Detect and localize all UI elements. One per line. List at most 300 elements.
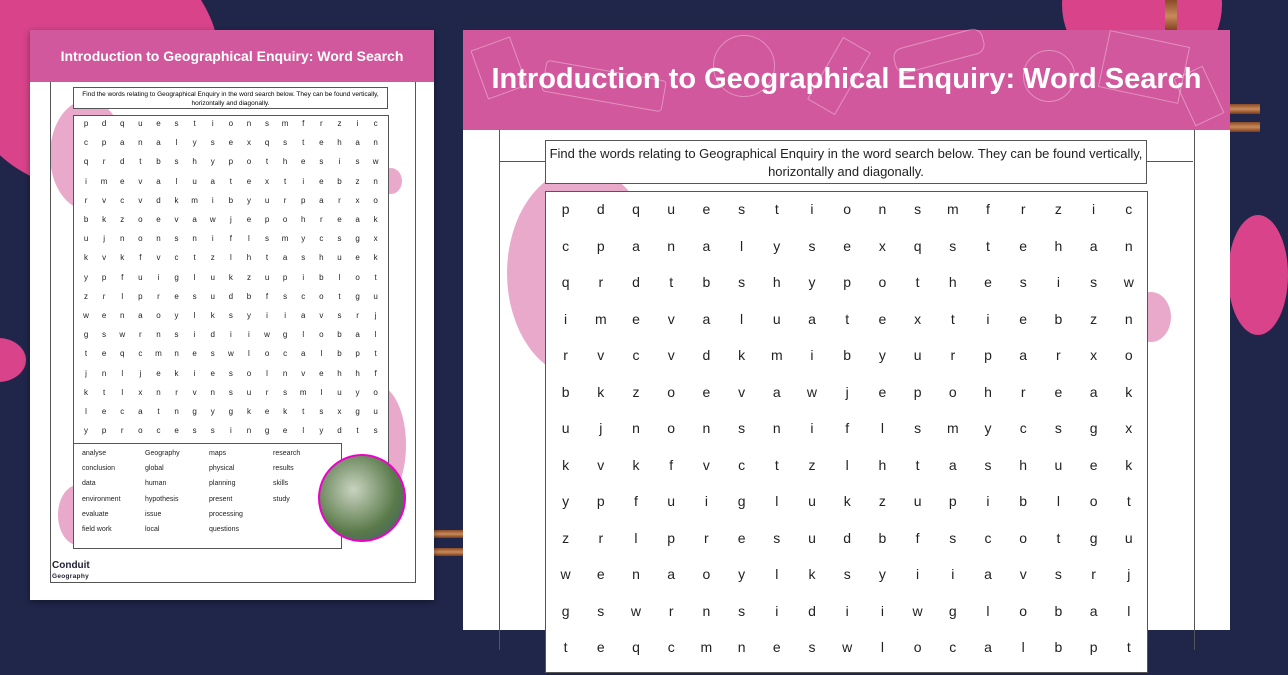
- grid-letter: p: [913, 383, 922, 400]
- grid-letter: t: [302, 138, 305, 148]
- grid-letter: g: [737, 493, 746, 509]
- grid-letter: p: [101, 138, 107, 148]
- grid-letter: l: [175, 138, 178, 148]
- grid-letter: n: [373, 138, 378, 148]
- grid-letter: e: [984, 274, 992, 290]
- grid-letter: v: [597, 347, 605, 363]
- grid-letter: o: [913, 639, 922, 655]
- grid-letter: p: [596, 237, 605, 254]
- grid-letter: k: [84, 253, 89, 263]
- grid-letter: w: [209, 215, 216, 224]
- grid-letter: m: [770, 347, 783, 363]
- grid-letter: k: [228, 272, 233, 282]
- grid-letter: t: [338, 291, 341, 301]
- main-title: Introduction to Geographical Enquiry: Word Search: [491, 63, 1202, 95]
- grid-letter: b: [337, 330, 342, 340]
- grid-letter: t: [563, 639, 568, 655]
- grid-letter: h: [772, 274, 781, 290]
- grid-letter: x: [373, 234, 378, 244]
- grid-letter: j: [139, 368, 142, 378]
- grid-letter: m: [155, 349, 162, 359]
- grid-letter: r: [175, 387, 178, 397]
- grid-letter: d: [337, 426, 342, 436]
- grid-row: [546, 639, 1147, 675]
- grid-letter: e: [101, 311, 107, 320]
- brand-subject: Geography: [52, 573, 90, 580]
- grid-letter: l: [193, 272, 196, 282]
- grid-letter: l: [740, 237, 744, 254]
- word-list-item: questions: [209, 526, 239, 533]
- grid-letter: h: [948, 274, 957, 290]
- grid-letter: s: [1054, 566, 1062, 582]
- grid-letter: h: [1054, 237, 1063, 254]
- grid-letter: l: [338, 272, 341, 282]
- grid-letter: t: [265, 157, 269, 167]
- grid-letter: b: [337, 349, 342, 359]
- grid-letter: o: [1089, 493, 1098, 509]
- grid-letter: u: [192, 176, 197, 186]
- grid-letter: r: [356, 311, 359, 320]
- grid-letter: w: [560, 566, 571, 582]
- grid-letter: f: [265, 291, 269, 301]
- grid-letter: e: [282, 426, 288, 436]
- grid-letter: h: [319, 253, 324, 263]
- grid-letter: e: [246, 215, 252, 224]
- grid-letter: g: [228, 407, 234, 416]
- word-list-item: global: [145, 465, 164, 473]
- grid-letter: g: [192, 407, 197, 416]
- grid-letter: c: [301, 291, 306, 301]
- grid-letter: k: [597, 383, 605, 400]
- grid-letter: t: [374, 272, 377, 282]
- grid-letter: s: [174, 234, 179, 244]
- grid-letter: r: [265, 387, 269, 397]
- grid-row: [74, 292, 388, 310]
- grid-letter: y: [174, 311, 179, 320]
- grid-letter: e: [1019, 237, 1028, 254]
- grid-letter: x: [246, 138, 251, 148]
- grid-letter: s: [174, 157, 179, 167]
- grid-letter: c: [738, 456, 746, 473]
- grid-letter: b: [843, 347, 852, 363]
- grid-letter: f: [302, 119, 305, 128]
- grid-letter: g: [561, 602, 570, 619]
- grid-letter: e: [702, 383, 711, 400]
- grid-letter: v: [301, 368, 306, 378]
- word-list-item: evaluate: [82, 510, 109, 518]
- grid-letter: l: [121, 387, 124, 397]
- grid-letter: n: [120, 234, 125, 244]
- grid-letter: u: [210, 291, 215, 301]
- grid-letter: m: [191, 195, 198, 205]
- grid-letter: q: [632, 201, 640, 217]
- grid-row: [74, 234, 388, 252]
- grid-letter: y: [878, 347, 886, 363]
- grid-letter: o: [1019, 602, 1028, 619]
- grid-letter: y: [319, 426, 324, 436]
- grid-row: [74, 273, 388, 291]
- grid-letter: j: [845, 383, 849, 400]
- grid-letter: i: [810, 420, 814, 436]
- grid-letter: h: [1019, 456, 1028, 473]
- grid-letter: r: [320, 215, 323, 224]
- grid-letter: n: [138, 138, 143, 148]
- grid-letter: v: [192, 387, 197, 397]
- grid-letter: q: [120, 119, 125, 128]
- grid-letter: p: [561, 201, 570, 217]
- grid-letter: e: [319, 176, 324, 186]
- grid-letter: a: [355, 215, 360, 224]
- word-list-item: processing: [209, 510, 243, 518]
- grid-letter: o: [667, 383, 676, 400]
- grid-letter: c: [1019, 420, 1027, 436]
- grid-letter: e: [878, 310, 887, 327]
- grid-row: [546, 420, 1147, 456]
- grid-letter: i: [356, 119, 359, 128]
- grid-letter: p: [667, 529, 676, 546]
- grid-letter: a: [319, 195, 324, 205]
- grid-letter: k: [84, 387, 89, 397]
- grid-letter: x: [1125, 420, 1133, 436]
- grid-letter: k: [373, 253, 378, 263]
- thumb-letter-grid: [73, 115, 389, 474]
- grid-letter: y: [773, 237, 781, 254]
- grid-letter: j: [85, 368, 87, 378]
- grid-letter: p: [83, 119, 89, 128]
- grid-letter: e: [120, 176, 125, 186]
- grid-letter: r: [120, 426, 124, 436]
- grid-letter: e: [319, 368, 324, 378]
- grid-letter: q: [264, 138, 270, 148]
- grid-letter: y: [808, 274, 816, 290]
- grid-letter: g: [1089, 420, 1098, 436]
- grid-letter: n: [246, 119, 252, 128]
- grid-letter: o: [702, 566, 711, 582]
- grid-letter: p: [228, 157, 234, 167]
- grid-letter: t: [915, 456, 920, 473]
- grid-letter: c: [174, 253, 179, 263]
- grid-letter: z: [562, 529, 570, 546]
- grid-row: [546, 603, 1147, 639]
- grid-letter: f: [139, 253, 142, 263]
- grid-letter: d: [632, 274, 640, 290]
- rod-middle: [434, 530, 464, 538]
- grid-letter: d: [228, 291, 234, 301]
- word-list-item: hypothesis: [145, 495, 179, 503]
- grid-letter: l: [121, 368, 124, 378]
- grid-letter: u: [138, 119, 143, 128]
- grid-letter: e: [174, 291, 179, 301]
- grid-letter: r: [1020, 383, 1026, 400]
- rod-middle-2: [434, 548, 464, 556]
- grid-letter: s: [337, 234, 342, 244]
- rod-right-top: [1165, 0, 1177, 32]
- grid-letter: d: [101, 119, 107, 128]
- grid-letter: m: [946, 420, 959, 436]
- grid-letter: t: [986, 237, 990, 254]
- grid-letter: o: [373, 387, 378, 397]
- grid-letter: i: [951, 566, 955, 582]
- grid-row: [546, 238, 1147, 274]
- grid-letter: o: [228, 119, 234, 128]
- grid-letter: q: [632, 639, 640, 655]
- grid-letter: w: [1123, 274, 1134, 290]
- grid-letter: i: [193, 330, 196, 340]
- grid-letter: r: [157, 291, 160, 301]
- grid-letter: n: [632, 566, 640, 582]
- grid-letter: q: [120, 349, 125, 359]
- grid-letter: e: [174, 426, 179, 436]
- grid-letter: a: [808, 310, 816, 327]
- grid-letter: s: [914, 201, 922, 217]
- grid-letter: t: [950, 310, 955, 327]
- grid-letter: i: [157, 272, 160, 282]
- grid-letter: a: [156, 176, 161, 186]
- grid-letter: n: [156, 387, 161, 397]
- grid-letter: v: [138, 176, 143, 186]
- grid-letter: u: [913, 347, 922, 363]
- grid-letter: c: [949, 639, 957, 655]
- grid-letter: l: [634, 529, 638, 546]
- grid-letter: s: [210, 138, 215, 148]
- grid-letter: r: [84, 195, 88, 205]
- grid-letter: g: [83, 330, 89, 340]
- grid-letter: y: [192, 138, 197, 148]
- grid-letter: s: [228, 311, 233, 320]
- grid-letter: o: [355, 272, 360, 282]
- grid-letter: b: [156, 157, 161, 167]
- grid-letter: u: [1124, 529, 1133, 546]
- grid-letter: x: [355, 195, 360, 205]
- grid-letter: a: [282, 253, 288, 263]
- grid-letter: n: [667, 237, 676, 254]
- grid-letter: r: [338, 195, 341, 205]
- grid-letter: v: [1019, 566, 1027, 582]
- grid-letter: q: [913, 237, 922, 254]
- grid-row: [74, 369, 388, 387]
- grid-letter: f: [634, 493, 638, 509]
- grid-letter: r: [102, 157, 106, 167]
- grid-letter: i: [986, 493, 990, 509]
- rod-right-2: [1228, 122, 1260, 132]
- grid-letter: p: [355, 349, 360, 359]
- grid-letter: d: [156, 195, 161, 205]
- grid-letter: s: [738, 274, 746, 290]
- grid-letter: c: [120, 407, 125, 416]
- grid-row: [546, 274, 1147, 310]
- grid-letter: i: [248, 330, 250, 340]
- grid-letter: a: [156, 138, 161, 148]
- grid-letter: m: [946, 201, 959, 217]
- grid-letter: a: [1089, 237, 1098, 254]
- grid-letter: e: [878, 383, 887, 400]
- main-letter-grid: [545, 191, 1148, 673]
- grid-letter: a: [120, 138, 125, 148]
- grid-letter: m: [281, 234, 289, 244]
- grid-letter: o: [667, 420, 676, 436]
- grid-letter: b: [878, 529, 887, 546]
- grid-letter: s: [738, 420, 746, 436]
- grid-letter: b: [83, 215, 89, 224]
- grid-letter: e: [319, 138, 324, 148]
- grid-letter: k: [808, 566, 816, 582]
- grid-letter: y: [84, 426, 89, 436]
- grid-letter: k: [738, 347, 746, 363]
- grid-letter: p: [101, 272, 107, 282]
- grid-letter: l: [374, 330, 377, 340]
- word-list-item: results: [273, 465, 294, 473]
- grid-letter: d: [702, 347, 711, 363]
- grid-letter: d: [210, 330, 215, 340]
- grid-letter: y: [984, 420, 992, 436]
- grid-letter: j: [103, 234, 106, 244]
- word-list-item: maps: [209, 450, 227, 457]
- grid-row: [546, 201, 1147, 237]
- grid-letter: l: [740, 310, 744, 327]
- grid-row: [74, 311, 388, 329]
- grid-letter: n: [174, 407, 179, 416]
- grid-letter: q: [83, 157, 89, 167]
- grid-letter: r: [668, 602, 674, 619]
- grid-letter: i: [338, 157, 341, 167]
- grid-letter: n: [373, 176, 378, 186]
- grid-letter: y: [210, 157, 215, 167]
- grid-letter: u: [337, 253, 342, 263]
- grid-letter: a: [984, 639, 992, 655]
- grid-letter: k: [373, 215, 378, 224]
- grid-letter: c: [667, 639, 675, 655]
- grid-letter: v: [319, 311, 324, 320]
- grid-letter: x: [265, 176, 270, 186]
- grid-letter: b: [246, 291, 252, 301]
- grid-letter: i: [916, 566, 920, 582]
- grid-letter: u: [561, 420, 570, 436]
- grid-letter: e: [156, 215, 161, 224]
- grid-letter: z: [1090, 310, 1098, 327]
- main-frame-top-left: [499, 161, 545, 162]
- grid-letter: i: [266, 311, 268, 320]
- grid-letter: w: [83, 311, 89, 320]
- grid-letter: y: [84, 272, 89, 282]
- grid-letter: a: [1089, 383, 1098, 400]
- word-list-item: environment: [82, 495, 121, 503]
- grid-letter: v: [667, 347, 675, 363]
- grid-letter: b: [702, 274, 711, 290]
- grid-letter: c: [156, 426, 161, 436]
- grid-letter: a: [210, 176, 215, 186]
- main-instructions: Find the words relating to Geographical Enquiry in the word search below. They can be found vertically, horizontally and diagonally.: [545, 140, 1147, 184]
- grid-letter: r: [283, 195, 287, 205]
- grid-letter: x: [337, 407, 342, 416]
- grid-letter: f: [986, 201, 990, 217]
- grid-letter: w: [630, 602, 642, 619]
- grid-letter: p: [264, 215, 270, 224]
- grid-letter: o: [246, 368, 252, 378]
- grid-letter: l: [1021, 639, 1025, 655]
- grid-letter: x: [878, 237, 886, 254]
- grid-letter: t: [284, 176, 287, 186]
- grid-letter: t: [374, 349, 377, 359]
- grid-letter: k: [102, 215, 107, 224]
- grid-letter: u: [772, 310, 781, 327]
- grid-letter: s: [808, 237, 816, 254]
- grid-letter: b: [1054, 310, 1063, 327]
- grid-letter: n: [772, 420, 781, 436]
- grid-letter: p: [984, 347, 992, 363]
- grid-letter: r: [950, 347, 956, 363]
- grid-letter: l: [775, 566, 779, 582]
- grid-letter: t: [845, 310, 850, 327]
- grid-letter: o: [138, 426, 143, 436]
- grid-letter: k: [174, 195, 179, 205]
- grid-letter: z: [120, 215, 125, 224]
- grid-letter: m: [594, 310, 607, 327]
- grid-letter: n: [101, 368, 107, 378]
- grid-letter: l: [775, 493, 779, 509]
- grid-letter: m: [281, 119, 289, 128]
- grid-letter: p: [843, 274, 852, 290]
- bg-blob-right: [1228, 215, 1288, 335]
- grid-letter: e: [1054, 383, 1063, 400]
- grid-letter: i: [704, 493, 708, 509]
- grid-letter: l: [302, 330, 305, 340]
- grid-letter: c: [984, 529, 992, 546]
- grid-letter: e: [772, 639, 781, 655]
- grid-letter: u: [83, 234, 89, 244]
- grid-letter: s: [283, 291, 288, 301]
- word-list-item: present: [209, 495, 233, 503]
- grid-letter: t: [265, 253, 269, 263]
- grid-letter: v: [174, 215, 179, 224]
- grid-letter: e: [156, 368, 161, 378]
- grid-letter: c: [319, 234, 324, 244]
- grid-letter: b: [1054, 639, 1063, 655]
- grid-letter: d: [596, 201, 605, 217]
- grid-letter: t: [1056, 529, 1061, 546]
- grid-letter: o: [878, 274, 887, 290]
- grid-letter: u: [373, 291, 378, 301]
- grid-letter: v: [597, 456, 605, 473]
- grid-letter: a: [192, 215, 197, 224]
- grid-row: [546, 530, 1147, 566]
- grid-letter: e: [1019, 310, 1028, 327]
- grid-letter: t: [669, 274, 674, 290]
- worksheet-thumbnail: [30, 30, 434, 600]
- grid-letter: i: [229, 426, 232, 436]
- grid-letter: a: [702, 310, 711, 327]
- grid-letter: t: [774, 456, 779, 473]
- grid-letter: u: [246, 387, 252, 397]
- grid-letter: y: [246, 195, 251, 205]
- grid-letter: n: [702, 602, 711, 619]
- word-list-item: Geography: [145, 450, 180, 457]
- grid-letter: l: [880, 639, 884, 655]
- grid-letter: p: [1089, 639, 1098, 655]
- grid-row: [74, 330, 388, 348]
- grid-letter: e: [301, 157, 306, 167]
- grid-letter: i: [302, 272, 305, 282]
- grid-letter: e: [210, 368, 215, 378]
- grid-letter: n: [1124, 237, 1133, 254]
- word-list-item: study: [273, 495, 290, 503]
- grid-row: [74, 119, 388, 137]
- grid-letter: s: [228, 368, 233, 378]
- grid-letter: f: [669, 456, 674, 473]
- grid-letter: t: [356, 426, 359, 436]
- grid-letter: n: [1124, 310, 1133, 327]
- grid-letter: c: [632, 347, 640, 363]
- grid-letter: e: [264, 407, 270, 416]
